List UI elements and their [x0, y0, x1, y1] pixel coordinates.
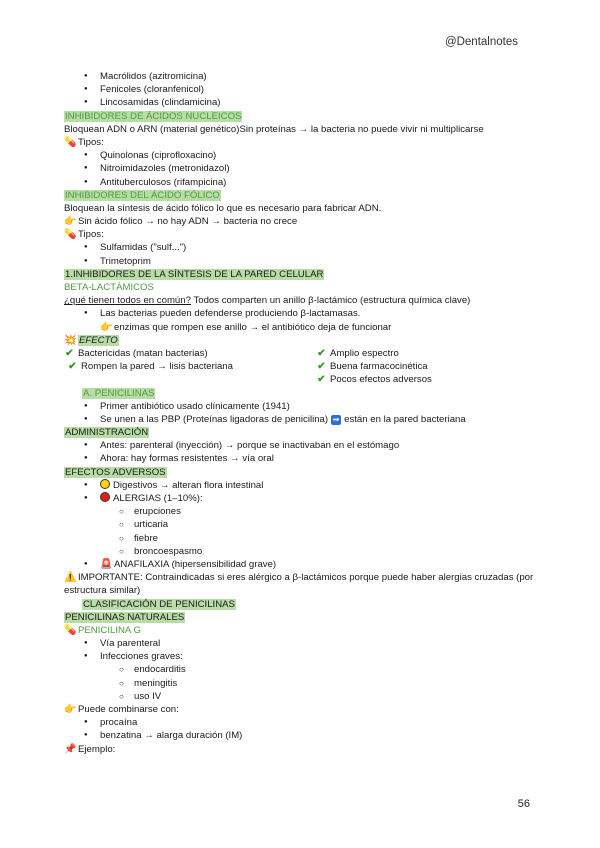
list-item: [64, 558, 544, 571]
list-item: ○ broncoespasmo: [64, 545, 544, 558]
heading-clasificacion: CLASIFICACIÓN DE PENICILINAS: [83, 598, 235, 610]
list-item: ● Ahora: hay formas resistentes → vía oral: [64, 452, 544, 465]
list-item: ● Trimetoprim: [64, 255, 544, 268]
list-item-text: ALERGIAS (1–10%):: [113, 493, 203, 504]
pill-icon: 💊: [64, 229, 77, 241]
answer: Todos comparten un anillo β-lactámico (estructura química clave): [190, 295, 471, 307]
page-number: 56: [517, 798, 530, 810]
effect-item: Amplio espectro: [330, 347, 399, 359]
list-item: ● Quinolonas (ciprofloxacino): [64, 149, 544, 162]
effect-item: Buena farmacocinética: [330, 361, 428, 373]
list-item: ○ urticaria: [64, 518, 544, 531]
note: Sin ácido fólico → no hay ADN → bacteria no crece: [78, 216, 298, 228]
types-label: Tipos:: [78, 136, 104, 148]
subheading-penicilinas: A. PENICILINAS: [83, 387, 155, 399]
check-icon: ✔: [65, 347, 74, 359]
pointing-hand-icon: 👉: [64, 216, 77, 228]
check-icon: ✔: [317, 361, 326, 373]
list-item: [64, 492, 544, 505]
warning-icon: ⚠️: [64, 572, 77, 584]
list-item-text: ANAFILAXIA (hipersensibilidad grave): [114, 558, 277, 570]
list-item: ● Macrólidos (azitromicina): [64, 70, 544, 83]
heading-efectos-adversos: EFECTOS ADVERSOS: [65, 466, 166, 478]
pointing-hand-icon: 👉: [64, 704, 77, 716]
note: Puede combinarse con:: [78, 704, 179, 716]
pill-icon: 💊: [64, 624, 77, 636]
paragraph: Bloquean la síntesis de ácido fólico lo que es necesario para fabricar ADN.: [64, 202, 382, 214]
question: ¿qué tienen todos en común?: [64, 295, 191, 307]
note: enzimas que rompen ese anillo → el antibiótico deja de funcionar: [114, 321, 392, 333]
red-circle-icon: [100, 492, 110, 502]
effect-heading: EFECTO: [79, 334, 118, 346]
important-note: IMPORTANTE: Contraindicadas si eres alérgico a β-lactámicos porque puede haber alergias cruzadas (por estructura similar): [64, 572, 534, 597]
subheading-penicilina-g: PENICILINA G: [78, 624, 141, 636]
list-item: ● Lincosamidas (clindamicina): [64, 96, 544, 109]
example-label: Ejemplo:: [78, 743, 116, 755]
pointing-hand-icon: 👉: [100, 321, 113, 333]
check-icon: ✔: [317, 347, 326, 359]
list-item: ● Fenicoles (cloranfenicol): [64, 83, 544, 96]
list-item: ○ erupciones: [64, 505, 544, 518]
paragraph: Bloquean ADN o ARN (material genético)Sin proteínas → la bacteria no puede vivir ni multiplicarse: [64, 123, 484, 135]
effect-item: Bactericidas (matan bacterias): [78, 347, 208, 359]
list-item: [64, 413, 544, 426]
check-icon: ✔: [317, 374, 326, 386]
list-item: ● Primer antibiótico usado clínicamente (1941): [64, 400, 544, 413]
list-item: ● Infecciones graves:: [64, 650, 544, 663]
heading-naturales: PENICILINAS NATURALES: [65, 611, 185, 623]
list-item: ● benzatina → alarga duración (IM): [64, 729, 544, 742]
section-heading-folico: INHIBIDORES DEL ÁCIDO FÓLICO: [65, 189, 220, 201]
list-item-text: están en la pared bacteriana: [341, 413, 466, 425]
list-item: ● Las bacterias pueden defenderse produciendo β-lactamasas.: [64, 307, 544, 320]
pill-icon: 💊: [64, 136, 77, 148]
list-item: [64, 479, 544, 492]
list-item: ● Antes: parenteral (inyección) → porque se inactivaban en el estómago: [64, 439, 544, 452]
subheading-beta: BETA-LACTÁMICOS: [64, 282, 154, 293]
list-item: ○ fiebre: [64, 532, 544, 545]
list-item: ● Sulfamidas ("sulf..."): [64, 241, 544, 254]
list-item: ○ uso IV: [64, 690, 544, 703]
list-item: ● Nitroimidazoles (metronidazol): [64, 162, 544, 175]
types-label: Tipos:: [78, 229, 104, 241]
list-item: ○ meningitis: [64, 677, 544, 690]
section-heading-pared: 1.INHIBIDORES DE LA SÍNTESIS DE LA PARED CELULAR: [65, 268, 324, 280]
siren-icon: 🚨: [100, 558, 113, 570]
right-arrow-icon: ➡: [332, 414, 340, 424]
list-item: ● Vía parenteral: [64, 637, 544, 650]
list-item-text: Se unen a las PBP (Proteínas ligadoras de penicilina): [100, 413, 331, 425]
yellow-circle-icon: [100, 479, 110, 489]
list-item-text: Digestivos → alteran flora intestinal: [113, 479, 264, 491]
document-body: [64, 70, 544, 756]
pushpin-icon: 📌: [64, 743, 77, 755]
section-heading-nucleicos: INHIBIDORES DE ÁCIDOS NUCLEICOS: [65, 110, 242, 122]
list-item: ○ endocarditis: [64, 663, 544, 676]
effect-item: Pocos efectos adversos: [330, 374, 432, 386]
list-item: ● Antituberculosos (rifampicina): [64, 176, 544, 189]
explosion-icon: 💥: [64, 334, 77, 346]
effect-item: Rompen la pared → lisis bacteriana: [81, 361, 233, 373]
check-icon: ✔: [68, 361, 77, 373]
heading-administracion: ADMINISTRACIÓN: [65, 427, 149, 439]
page-header-handle: @Dentalnotes: [444, 36, 518, 48]
list-item: ● procaína: [64, 716, 544, 729]
